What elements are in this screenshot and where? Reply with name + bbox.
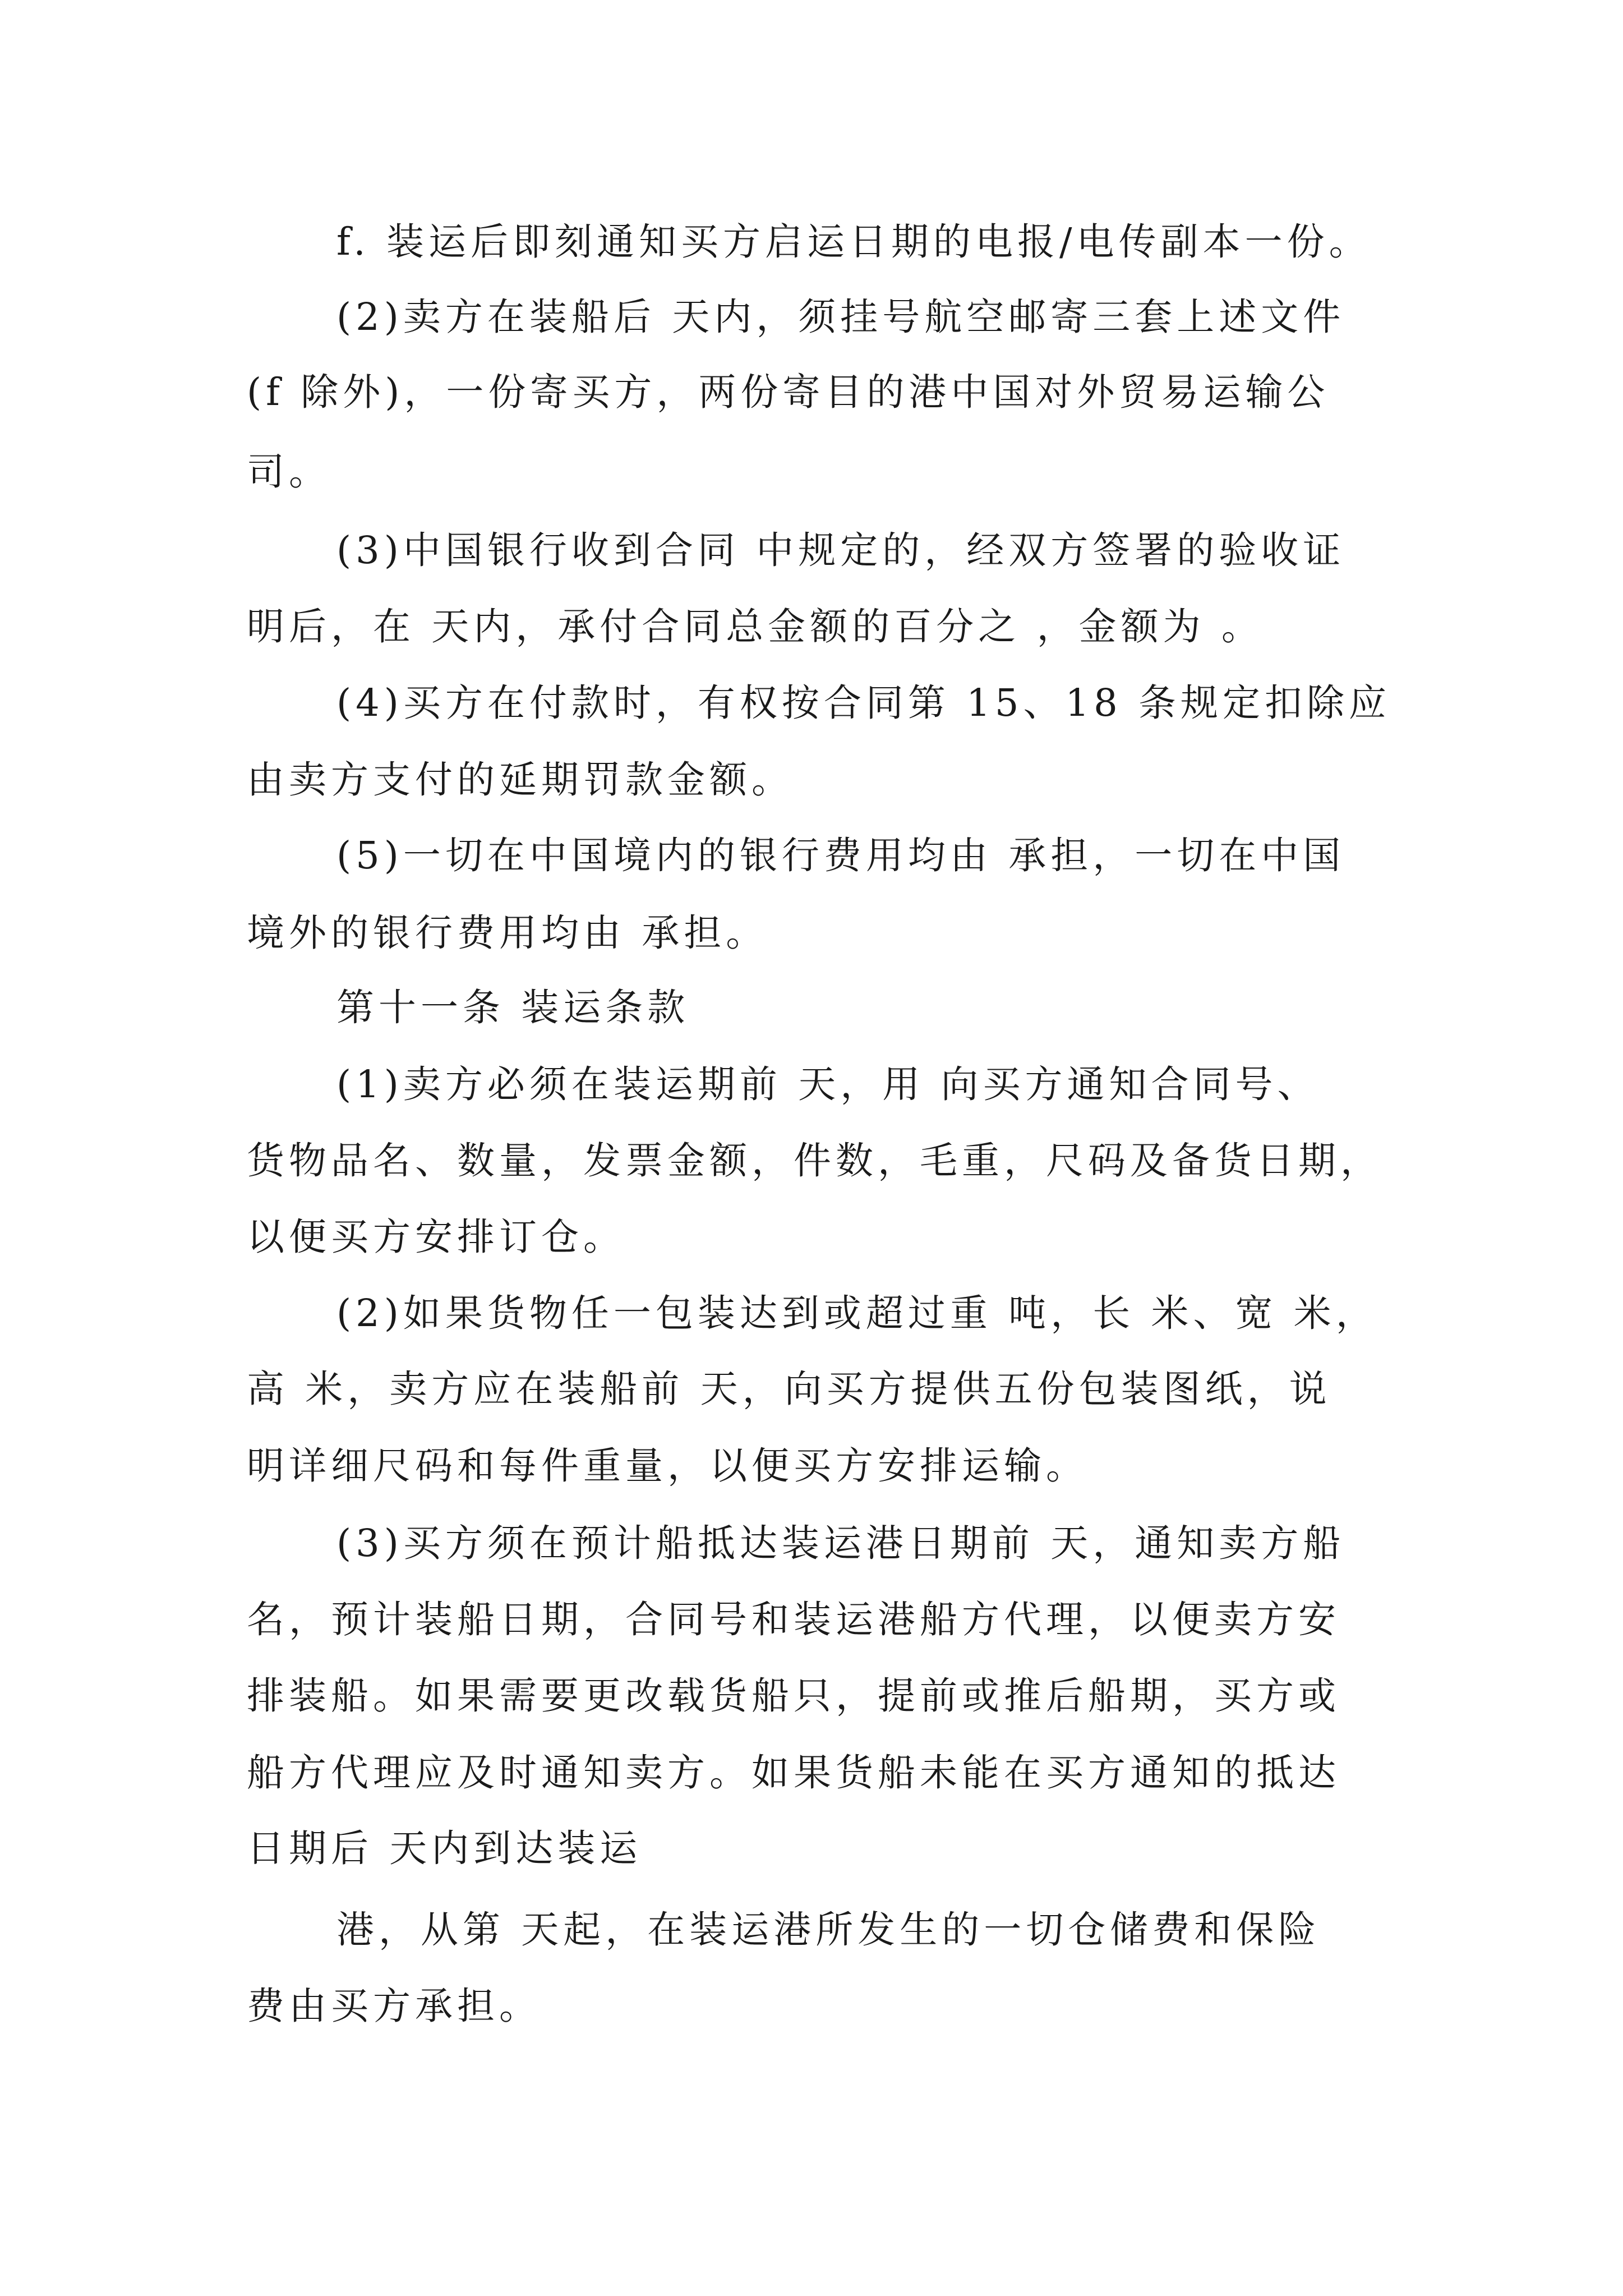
text-line: (2)如果货物任一包装达到或超过重 吨，长 米、宽 米， [336,1291,1378,1335]
text-line: 司。 [247,450,331,494]
text-line: (3)买方须在预计船抵达装运港日期前 天，通知卖方船 [336,1521,1345,1565]
text-line: 费由买方承担。 [247,1984,541,2028]
text-line: 明后，在 天内，承付合同总金额的百分之 ，金额为 。 [247,605,1264,648]
text-line: 明详细尺码和每件重量，以便买方安排运输。 [247,1444,1088,1488]
section-heading: 第十一条 装运条款 [336,986,690,1029]
text-line: 由卖方支付的延期罚款金额。 [247,758,794,802]
text-line: 货物品名、数量，发票金额，件数，毛重，尺码及备货日期， [247,1139,1382,1182]
text-line: 排装船。如果需要更改载货船只，提前或推后船期，买方或 [247,1674,1340,1718]
text-line: f. 装运后即刻通知买方启运日期的电报/电传副本一份。 [336,220,1371,264]
text-line: 高 米，卖方应在装船前 天，向买方提供五份包装图纸，说 [247,1367,1331,1411]
text-line: 以便买方安排订仓。 [247,1215,625,1259]
text-line: 港，从第 天起，在装运港所发生的一切仓储费和保险 [336,1908,1321,1952]
text-line: 名，预计装船日期，合同号和装运港船方代理，以便卖方安 [247,1598,1340,1641]
text-line: 境外的银行费用均由 承担。 [247,911,768,955]
text-line: 日期后 天内到达装运 [247,1826,642,1870]
text-line: (f 除外)，一份寄买方，两份寄目的港中国对外贸易运输公 [247,370,1330,414]
text-line: (3)中国银行收到合同 中规定的，经双方签署的验收证 [336,528,1345,572]
text-line: (5)一切在中国境内的银行费用均由 承担，一切在中国 [336,834,1345,877]
text-line: (4)买方在付款时，有权按合同第 15、18 条规定扣除应 [336,681,1391,725]
text-line: 船方代理应及时通知卖方。如果货船未能在买方通知的抵达 [247,1751,1340,1795]
text-line: (2)卖方在装船后 天内，须挂号航空邮寄三套上述文件 [336,295,1345,339]
text-line: (1)卖方必须在装运期前 天，用 向买方通知合同号、 [336,1062,1320,1106]
